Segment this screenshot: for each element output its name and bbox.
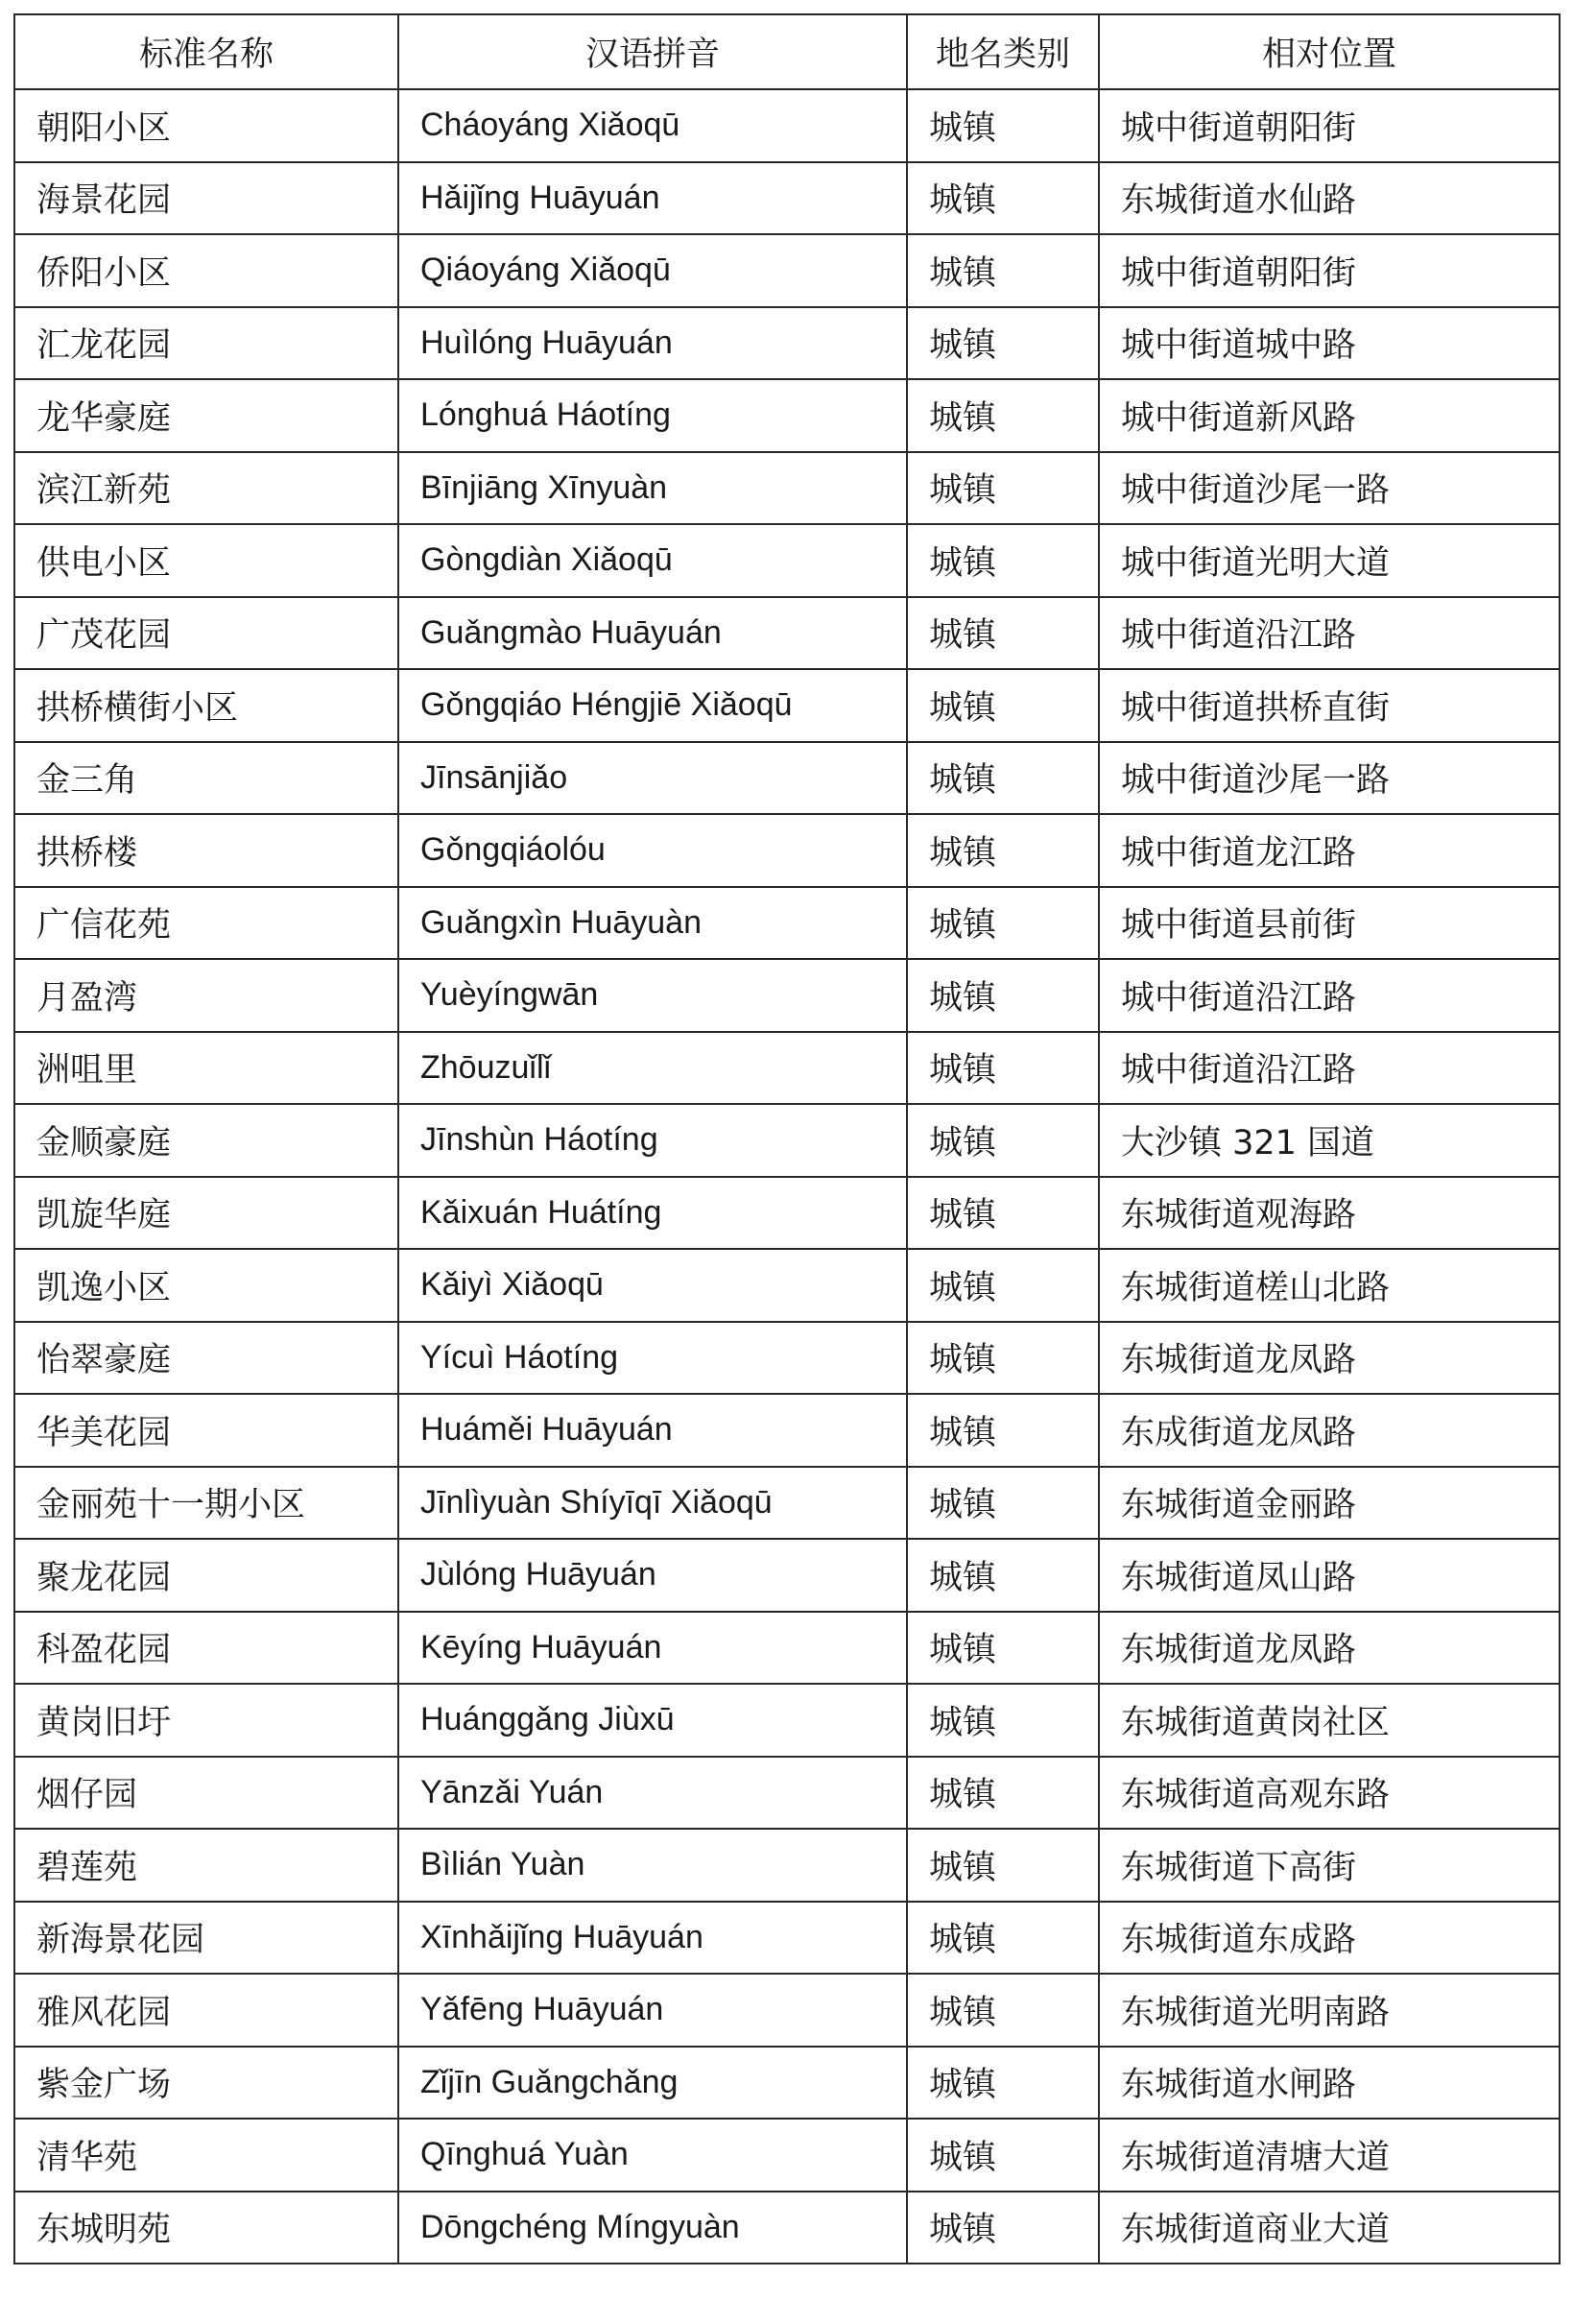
table-row: [14, 234, 1560, 307]
cell-relative-location: 城中街道拱桥直街: [1099, 669, 1560, 742]
cell-pinyin: Jīnsānjiǎo: [398, 742, 907, 815]
cell-relative-location: 东城街道水仙路: [1099, 162, 1560, 235]
cell-standard-name: 黄岗旧圩: [14, 1684, 398, 1757]
table-row: [14, 524, 1560, 597]
cell-relative-location: 东城街道光明南路: [1099, 1974, 1560, 2047]
cell-pinyin: Cháoyáng Xiǎoqū: [398, 89, 907, 162]
cell-standard-name: 金三角: [14, 742, 398, 815]
table-row: [14, 379, 1560, 452]
cell-relative-location: 大沙镇 321 国道: [1099, 1104, 1560, 1177]
cell-relative-location: 东城街道黄岗社区: [1099, 1684, 1560, 1757]
table-row: [14, 1249, 1560, 1322]
table-row: [14, 959, 1560, 1032]
cell-pinyin: Zhōuzuǐlǐ: [398, 1032, 907, 1105]
cell-pinyin: Bìlián Yuàn: [398, 1829, 907, 1902]
cell-standard-name: 汇龙花园: [14, 307, 398, 380]
cell-standard-name: 紫金广场: [14, 2047, 398, 2120]
cell-pinyin: Bīnjiāng Xīnyuàn: [398, 452, 907, 525]
cell-category: 城镇: [907, 669, 1099, 742]
cell-category: 城镇: [907, 524, 1099, 597]
cell-category: 城镇: [907, 1612, 1099, 1685]
cell-standard-name: 聚龙花园: [14, 1539, 398, 1612]
cell-standard-name: 滨江新苑: [14, 452, 398, 525]
table-row: [14, 1104, 1560, 1177]
cell-pinyin: Yuèyíngwān: [398, 959, 907, 1032]
cell-pinyin: Guǎngxìn Huāyuàn: [398, 887, 907, 960]
cell-category: 城镇: [907, 1249, 1099, 1322]
cell-relative-location: 东城街道清塘大道: [1099, 2119, 1560, 2192]
cell-pinyin: Kǎixuán Huátíng: [398, 1177, 907, 1250]
cell-category: 城镇: [907, 1757, 1099, 1830]
cell-pinyin: Qīnghuá Yuàn: [398, 2119, 907, 2192]
cell-category: 城镇: [907, 1684, 1099, 1757]
cell-standard-name: 凯旋华庭: [14, 1177, 398, 1250]
cell-pinyin: Yǎfēng Huāyuán: [398, 1974, 907, 2047]
cell-relative-location: 城中街道新风路: [1099, 379, 1560, 452]
cell-standard-name: 广信花苑: [14, 887, 398, 960]
cell-relative-location: 城中街道沙尾一路: [1099, 742, 1560, 815]
cell-pinyin: Guǎngmào Huāyuán: [398, 597, 907, 670]
cell-relative-location: 城中街道光明大道: [1099, 524, 1560, 597]
cell-category: 城镇: [907, 234, 1099, 307]
cell-pinyin: Huáměi Huāyuán: [398, 1394, 907, 1467]
table-row: [14, 307, 1560, 380]
cell-standard-name: 拱桥横街小区: [14, 669, 398, 742]
cell-pinyin: Jīnshùn Háotíng: [398, 1104, 907, 1177]
cell-category: 城镇: [907, 452, 1099, 525]
cell-standard-name: 华美花园: [14, 1394, 398, 1467]
cell-standard-name: 拱桥楼: [14, 814, 398, 887]
cell-standard-name: 海景花园: [14, 162, 398, 235]
cell-category: 城镇: [907, 162, 1099, 235]
cell-category: 城镇: [907, 1829, 1099, 1902]
cell-category: 城镇: [907, 1902, 1099, 1975]
table-row: [14, 1612, 1560, 1685]
table-row: [14, 1322, 1560, 1395]
cell-category: 城镇: [907, 887, 1099, 960]
table-row: [14, 1467, 1560, 1540]
cell-relative-location: 东城街道凤山路: [1099, 1539, 1560, 1612]
cell-pinyin: Huìlóng Huāyuán: [398, 307, 907, 380]
cell-category: 城镇: [907, 2119, 1099, 2192]
cell-standard-name: 碧莲苑: [14, 1829, 398, 1902]
cell-relative-location: 东城街道金丽路: [1099, 1467, 1560, 1540]
table-row: [14, 669, 1560, 742]
cell-standard-name: 广茂花园: [14, 597, 398, 670]
table-row: [14, 597, 1560, 670]
table-row: [14, 1829, 1560, 1902]
cell-pinyin: Jīnlìyuàn Shíyīqī Xiǎoqū: [398, 1467, 907, 1540]
table-row: [14, 162, 1560, 235]
cell-category: 城镇: [907, 307, 1099, 380]
header-standard-name: 标准名称: [14, 14, 398, 89]
cell-relative-location: 城中街道朝阳街: [1099, 234, 1560, 307]
cell-category: 城镇: [907, 1467, 1099, 1540]
cell-standard-name: 科盈花园: [14, 1612, 398, 1685]
cell-pinyin: Dōngchéng Míngyuàn: [398, 2192, 907, 2264]
cell-relative-location: 东城街道水闸路: [1099, 2047, 1560, 2120]
cell-relative-location: 城中街道沿江路: [1099, 1032, 1560, 1105]
table-row: [14, 452, 1560, 525]
cell-pinyin: Zǐjīn Guǎngchǎng: [398, 2047, 907, 2120]
cell-standard-name: 侨阳小区: [14, 234, 398, 307]
header-relative-location: 相对位置: [1099, 14, 1560, 89]
cell-category: 城镇: [907, 89, 1099, 162]
table-row: [14, 1974, 1560, 2047]
cell-category: 城镇: [907, 597, 1099, 670]
table-row: [14, 1902, 1560, 1975]
cell-pinyin: Gǒngqiáolóu: [398, 814, 907, 887]
cell-standard-name: 怡翠豪庭: [14, 1322, 398, 1395]
cell-standard-name: 新海景花园: [14, 1902, 398, 1975]
cell-category: 城镇: [907, 2047, 1099, 2120]
cell-pinyin: Hǎijǐng Huāyuán: [398, 162, 907, 235]
cell-category: 城镇: [907, 742, 1099, 815]
header-row: [14, 14, 1560, 89]
cell-standard-name: 金顺豪庭: [14, 1104, 398, 1177]
header-pinyin: 汉语拼音: [398, 14, 907, 89]
cell-category: 城镇: [907, 1104, 1099, 1177]
cell-category: 城镇: [907, 1032, 1099, 1105]
cell-category: 城镇: [907, 1974, 1099, 2047]
place-name-table: [13, 13, 1561, 2264]
cell-standard-name: 月盈湾: [14, 959, 398, 1032]
cell-relative-location: 东城街道下高街: [1099, 1829, 1560, 1902]
cell-pinyin: Qiáoyáng Xiǎoqū: [398, 234, 907, 307]
cell-standard-name: 烟仔园: [14, 1757, 398, 1830]
cell-relative-location: 东成街道龙凤路: [1099, 1394, 1560, 1467]
cell-pinyin: Kēyíng Huāyuán: [398, 1612, 907, 1685]
cell-category: 城镇: [907, 1394, 1099, 1467]
cell-relative-location: 城中街道朝阳街: [1099, 89, 1560, 162]
cell-pinyin: Huánggǎng Jiùxū: [398, 1684, 907, 1757]
cell-relative-location: 城中街道沿江路: [1099, 959, 1560, 1032]
table-row: [14, 89, 1560, 162]
cell-pinyin: Gòngdiàn Xiǎoqū: [398, 524, 907, 597]
cell-category: 城镇: [907, 379, 1099, 452]
table-row: [14, 887, 1560, 960]
cell-pinyin: Kǎiyì Xiǎoqū: [398, 1249, 907, 1322]
cell-standard-name: 清华苑: [14, 2119, 398, 2192]
cell-category: 城镇: [907, 959, 1099, 1032]
table-row: [14, 742, 1560, 815]
table-row: [14, 2192, 1560, 2264]
cell-category: 城镇: [907, 2192, 1099, 2264]
table-row: [14, 1177, 1560, 1250]
table-row: [14, 2119, 1560, 2192]
table-row: [14, 1394, 1560, 1467]
table-row: [14, 1539, 1560, 1612]
table-row: [14, 814, 1560, 887]
cell-category: 城镇: [907, 1177, 1099, 1250]
cell-relative-location: 城中街道龙江路: [1099, 814, 1560, 887]
cell-relative-location: 东城街道龙凤路: [1099, 1612, 1560, 1685]
table-row: [14, 1757, 1560, 1830]
cell-relative-location: 东城街道龙凤路: [1099, 1322, 1560, 1395]
table-row: [14, 2047, 1560, 2120]
cell-pinyin: Yícuì Háotíng: [398, 1322, 907, 1395]
cell-pinyin: Yānzǎi Yuán: [398, 1757, 907, 1830]
cell-relative-location: 城中街道县前街: [1099, 887, 1560, 960]
cell-relative-location: 东城街道观海路: [1099, 1177, 1560, 1250]
cell-relative-location: 东城街道商业大道: [1099, 2192, 1560, 2264]
cell-pinyin: Xīnhǎijǐng Huāyuán: [398, 1902, 907, 1975]
cell-pinyin: Gǒngqiáo Héngjiē Xiǎoqū: [398, 669, 907, 742]
cell-standard-name: 龙华豪庭: [14, 379, 398, 452]
cell-relative-location: 城中街道沿江路: [1099, 597, 1560, 670]
cell-standard-name: 供电小区: [14, 524, 398, 597]
cell-standard-name: 朝阳小区: [14, 89, 398, 162]
cell-relative-location: 东城街道槎山北路: [1099, 1249, 1560, 1322]
cell-standard-name: 雅风花园: [14, 1974, 398, 2047]
table-row: [14, 1684, 1560, 1757]
header-category: 地名类别: [907, 14, 1099, 89]
cell-category: 城镇: [907, 1322, 1099, 1395]
cell-category: 城镇: [907, 1539, 1099, 1612]
cell-standard-name: 凯逸小区: [14, 1249, 398, 1322]
cell-relative-location: 东城街道东成路: [1099, 1902, 1560, 1975]
cell-standard-name: 东城明苑: [14, 2192, 398, 2264]
cell-pinyin: Jùlóng Huāyuán: [398, 1539, 907, 1612]
table-row: [14, 1032, 1560, 1105]
cell-category: 城镇: [907, 814, 1099, 887]
cell-relative-location: 东城街道高观东路: [1099, 1757, 1560, 1830]
cell-standard-name: 洲咀里: [14, 1032, 398, 1105]
cell-pinyin: Lónghuá Háotíng: [398, 379, 907, 452]
cell-relative-location: 城中街道城中路: [1099, 307, 1560, 380]
cell-relative-location: 城中街道沙尾一路: [1099, 452, 1560, 525]
cell-standard-name: 金丽苑十一期小区: [14, 1467, 398, 1540]
